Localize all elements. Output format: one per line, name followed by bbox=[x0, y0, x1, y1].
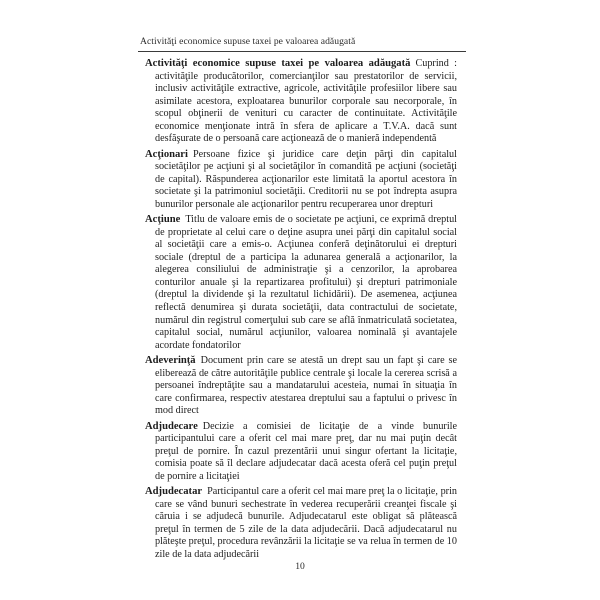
entry-definition: Cuprind : activităţile producătorilor, comercianţilor sau prestatorilor de servicii, inclusiv activităţile extractive, agricole, activităţile profesiilor libere sau asimilate acestora, exploatarea bunurilor corporale sau necorporale, în scopul obţinerii de venituri cu caracter de continuitate. Activităţile economice menţionate intră în sfera de aplicare a T.V.A. dacă sunt desfăşurate de o persoană care acţionează de o manieră independentă bbox=[155, 58, 457, 145]
glossary-entry bbox=[145, 214, 457, 352]
entry-term: Adjudecare bbox=[145, 420, 198, 432]
entry-definition: Participantul care a oferit cel mai mare preţ la o licitaţie, prin care se vând bunuri sechestrate în vederea recuperării creanţei fiscale şi căruia i se adjudecă bunurile. Adjudecatarul este obligat să plătească preţul în termen de 5 zile de la data adjudecării. Dacă adjudecatarul nu plăteşte preţul, procedura revânzării la licitaţie se va relua în termen de 10 zile de la data adjudecării bbox=[155, 486, 457, 560]
page-number: 10 bbox=[295, 561, 305, 572]
entry-term: Adeverinţă bbox=[145, 354, 196, 366]
entry-definition: Persoane fizice şi juridice care deţin părţi din capitalul societăţilor pe acţiuni şi al societăţilor în comandită pe acţiuni (societăţi de capital). Răspunderea acţionarilor este limitată la aportul acestora în societate şi la patrimoniul societăţii. Creditorii nu se pot îndrepta asupra bunurilor personale ale acţionarilor pentru recuperarea unor drepturi bbox=[155, 148, 457, 210]
entry-term: Activităţi economice supuse taxei pe valoarea adăugată bbox=[145, 58, 411, 69]
header-rule bbox=[138, 51, 466, 52]
entry-term: Acţionari bbox=[145, 148, 188, 160]
glossary-content bbox=[145, 58, 457, 561]
entry-definition: Decizie a comisiei de licitaţie de a vinde bunurile participantului care a oferit cel mai mare preţ, dar nu mai puţin decât preţul de pornire. În cazul prezentării unui singur ofertant la licitaţie, comisia poate să îl declare adjudecatar dacă acesta oferă cel puţin preţul de pornire a licitaţiei bbox=[155, 420, 457, 482]
entry-term: Acţiune bbox=[145, 214, 181, 226]
glossary-entry bbox=[145, 486, 457, 561]
running-header: Activităţi economice supuse taxei pe valoarea adăugată bbox=[140, 36, 356, 47]
glossary-entry bbox=[145, 58, 457, 146]
glossary-entry bbox=[145, 149, 457, 212]
glossary-entry bbox=[145, 421, 457, 484]
glossary-entry bbox=[145, 355, 457, 418]
entry-term: Adjudecatar bbox=[145, 486, 203, 498]
entry-definition: Titlu de valoare emis de o societate pe acţiuni, ce exprimă dreptul de proprietate al celui care o deţine asupra unei părţi din capitalul social al societăţii care a emis-o. Acţiunea conferă deţinătorului ei drepturi sociale (dreptul de a participa la adunarea generală a acţionarilor, la alegerea consiliului de administraţie şi a cenzorilor, la aprobarea conturilor anuale şi la repartizarea profitului) şi drepturi patrimoniale (dreptul la dividende şi la rezultatul lichidării). De asemenea, acţiunea reflectă denumirea şi durata societăţii, data contractului de societate, numărul din registrul comerţului sub care se află înmatriculată societatea, capitalul social, numărul acţiunilor, valoarea nominală şi avantajele acordate fondatorilor bbox=[155, 214, 457, 351]
entry-definition: Document prin care se atestă un drept sau un fapt şi care se eliberează de către autorităţile publice centrale şi locale la cererea scrisă a persoanei îndreptăţite sau a mandatarului acesteia, numai în situaţia în care confirmarea, respectiv atestarea dreptului sau a faptului o privesc în mod direct bbox=[155, 354, 457, 417]
